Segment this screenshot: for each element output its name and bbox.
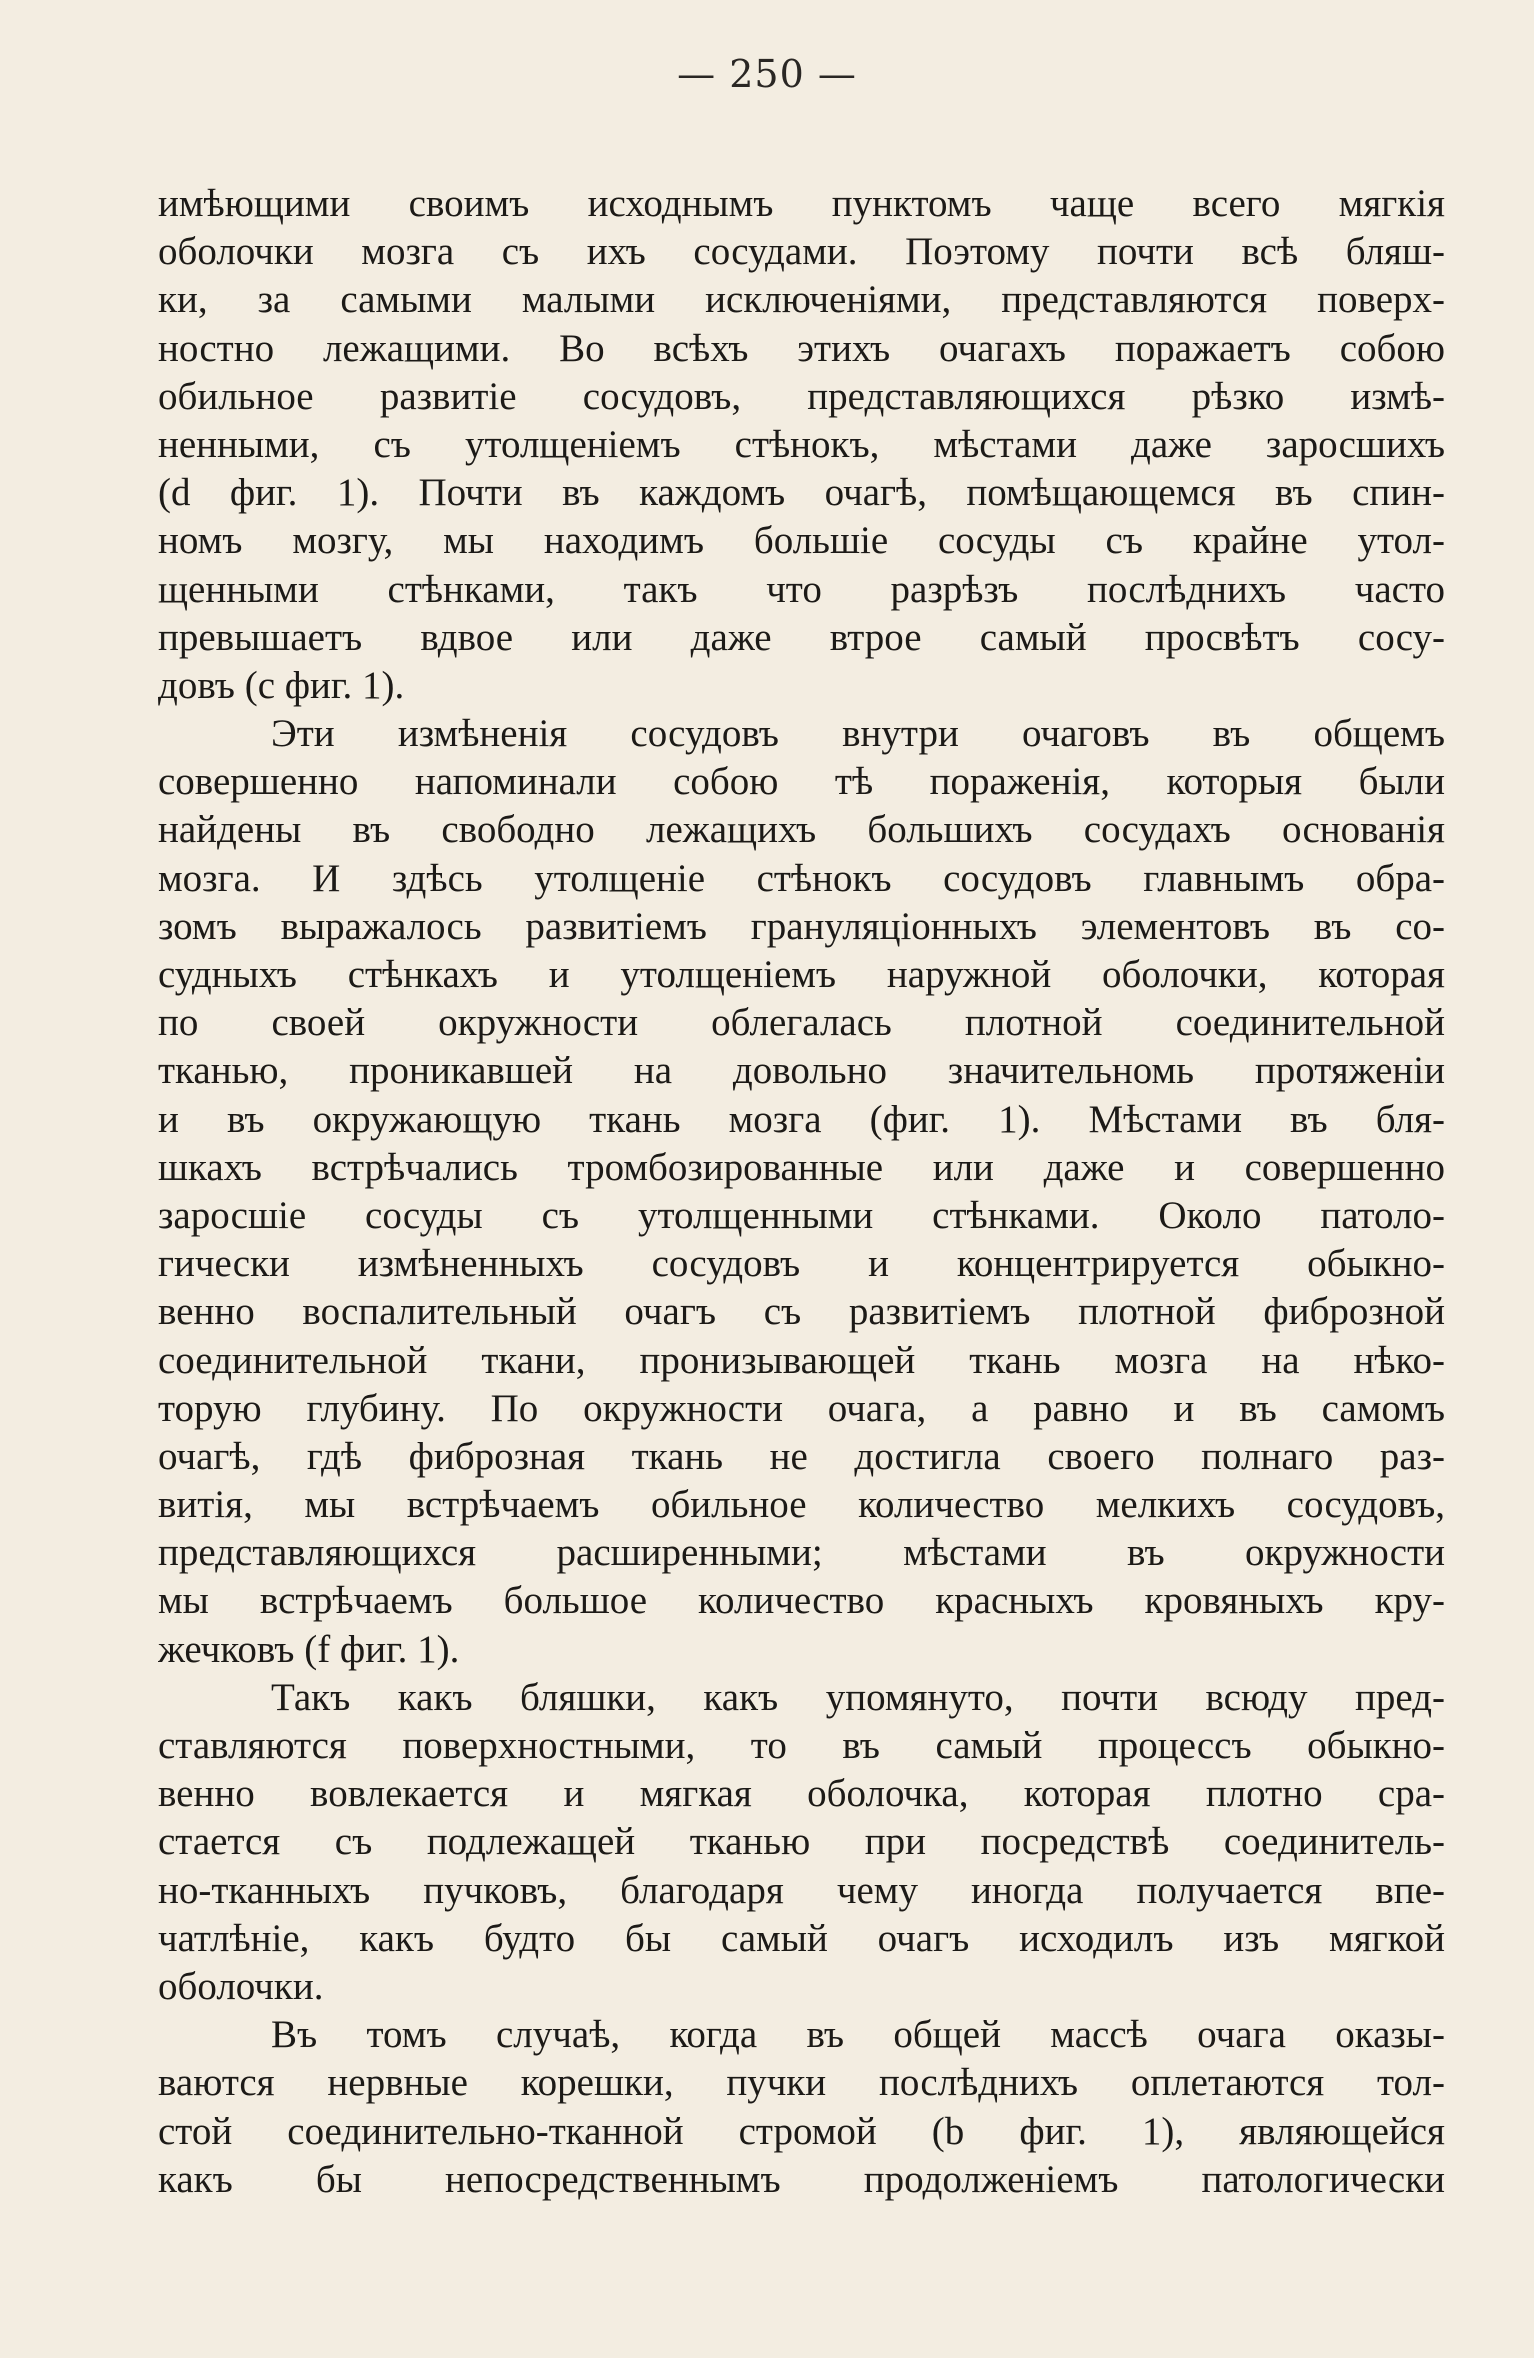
text-line: мы встрѣчаемъ большое количество красныхъ кровяныхъ кру- <box>158 1579 1445 1623</box>
text-line: (d фиг. 1). Почти въ каждомъ очагѣ, помѣщающемся въ спин- <box>158 471 1445 515</box>
text-line: имѣющими своимъ исходнымъ пунктомъ чаще всего мягкія <box>158 182 1445 225</box>
text-line: мозга. И здѣсь утолщеніе стѣнокъ сосудовъ главнымъ обра- <box>158 856 1445 900</box>
text-line: но-тканныхъ пучковъ, благодаря чему иногда получается впе- <box>158 1868 1445 1912</box>
text-line: стается съ подлежащей тканью при посредствѣ соединитель- <box>158 1820 1445 1864</box>
text-line: какъ бы непосредственнымъ продолженіемъ патологически <box>158 2157 1445 2201</box>
text-line: гически измѣненныхъ сосудовъ и концентрируется обыкно- <box>158 1242 1445 1286</box>
text-line: Эти измѣненія сосудовъ внутри очаговъ въ общемъ <box>271 712 1445 756</box>
paragraph-4 <box>158 2011 1445 2204</box>
text-line: торую глубину. По окружности очага, а равно и въ самомъ <box>158 1386 1445 1430</box>
text-line: совершенно напоминали собою тѣ пораженія, которыя были <box>158 760 1445 804</box>
paragraph-3 <box>158 1674 1445 2011</box>
text-line: ки, за самыми малыми исключеніями, представляются поверх- <box>158 278 1445 322</box>
text-line: зомъ выражалось развитіемъ грануляціонныхъ элементовъ въ со- <box>158 904 1445 948</box>
body-text <box>158 180 1445 2204</box>
text-line: чатлѣніе, какъ будто бы самый очагъ исходилъ изъ мягкой <box>158 1916 1445 1960</box>
text-line: стой соединительно-тканной стромой (b фиг. 1), являющейся <box>158 2109 1445 2153</box>
text-line: обильное развитіе сосудовъ, представляющихся рѣзко измѣ- <box>158 374 1445 418</box>
text-line: щенными стѣнками, такъ что разрѣзъ послѣднихъ часто <box>158 567 1445 611</box>
text-line: представляющихся расширенными; мѣстами въ окружности <box>158 1531 1445 1575</box>
text-line: Такъ какъ бляшки, какъ упомянуто, почти всюду пред- <box>271 1675 1445 1719</box>
text-line: ненными, съ утолщеніемъ стѣнокъ, мѣстами даже заросшихъ <box>158 422 1445 466</box>
text-line: шкахъ встрѣчались тромбозированные или даже и совершенно <box>158 1145 1445 1189</box>
text-line: довъ (c фиг. 1). <box>158 663 405 707</box>
text-line: жечковъ (f фиг. 1). <box>158 1627 460 1671</box>
text-line: заросшіе сосуды съ утолщенными стѣнками. Около патоло- <box>158 1193 1445 1237</box>
text-line: ваются нервные корешки, пучки послѣднихъ оплетаются тол- <box>158 2061 1445 2105</box>
text-line: оболочки мозга съ ихъ сосудами. Поэтому почти всѣ бляш- <box>158 230 1445 274</box>
text-line: Въ томъ случаѣ, когда въ общей массѣ очага оказы- <box>271 2013 1445 2057</box>
text-line: по своей окружности облегалась плотной соединительной <box>158 1001 1445 1045</box>
page-number: — 250 — <box>677 52 857 96</box>
text-line: ностно лежащими. Во всѣхъ этихъ очагахъ поражаетъ собою <box>158 326 1445 370</box>
text-line: и въ окружающую ткань мозга (фиг. 1). Мѣстами въ бля- <box>158 1097 1445 1141</box>
text-line: соединительной ткани, пронизывающей ткань мозга на нѣко- <box>158 1338 1445 1382</box>
paragraph-2 <box>158 710 1445 1674</box>
text-line: венно вовлекается и мягкая оболочка, которая плотно сра- <box>158 1772 1445 1816</box>
text-line: найдены въ свободно лежащихъ большихъ сосудахъ основанія <box>158 808 1445 852</box>
text-line: оболочки. <box>158 1964 324 2008</box>
text-line: очагѣ, гдѣ фиброзная ткань не достигла своего полнаго раз- <box>158 1434 1445 1478</box>
text-line: витія, мы встрѣчаемъ обильное количество мелкихъ сосудовъ, <box>158 1483 1445 1527</box>
text-line: судныхъ стѣнкахъ и утолщеніемъ наружной оболочки, которая <box>158 953 1445 996</box>
text-line: тканью, проникавшей на довольно значительномь протяженіи <box>158 1049 1445 1093</box>
text-line: номъ мозгу, мы находимъ большіе сосуды съ крайне утол- <box>158 519 1445 563</box>
text-line: превышаетъ вдвое или даже втрое самый просвѣтъ сосу- <box>158 615 1445 659</box>
text-line: венно воспалительный очагъ съ развитіемъ плотной фиброзной <box>158 1290 1445 1334</box>
text-line: ставляются поверхностными, то въ самый процессъ обыкно- <box>158 1724 1445 1767</box>
paragraph-1 <box>158 180 1445 710</box>
